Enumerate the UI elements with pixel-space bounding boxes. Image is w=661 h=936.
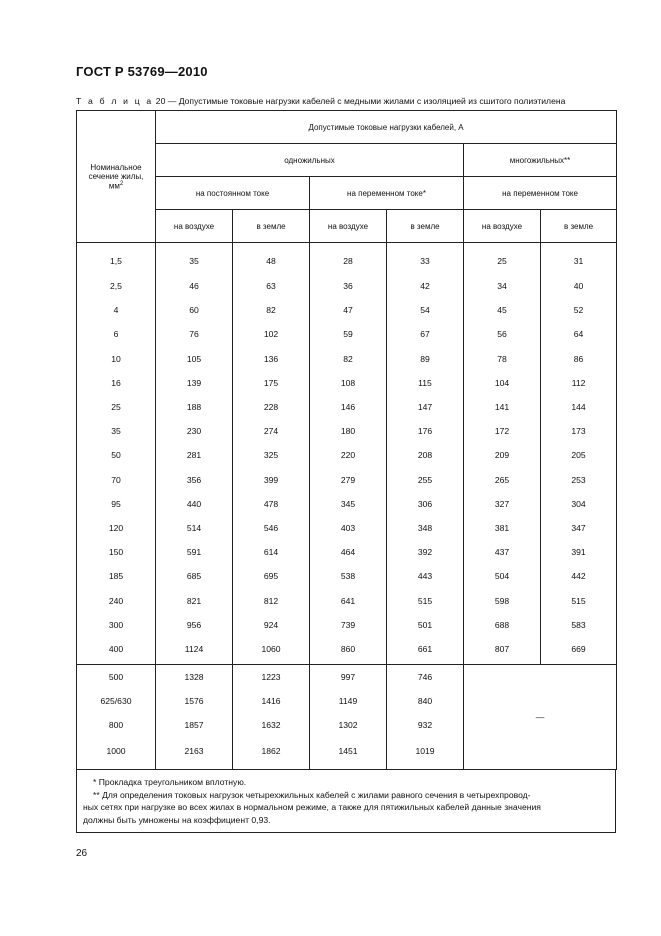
cell-value: 403	[310, 516, 387, 540]
cell-value: 440	[156, 492, 233, 516]
table-row	[77, 298, 617, 322]
cell-value: 464	[310, 540, 387, 564]
cell-section: 35	[77, 419, 156, 443]
cell-value: 147	[387, 395, 464, 419]
table-row	[77, 322, 617, 346]
cell-value: 591	[156, 540, 233, 564]
cell-value: 255	[387, 468, 464, 492]
cell-value: 924	[233, 613, 310, 637]
cell-value: 34	[464, 274, 541, 298]
cell-value: 304	[541, 492, 617, 516]
cell-value: 172	[464, 419, 541, 443]
cell-value: 478	[233, 492, 310, 516]
cell-section: 2,5	[77, 274, 156, 298]
cell-value: 52	[541, 298, 617, 322]
cell-section: 150	[77, 540, 156, 564]
cell-value: 1576	[156, 689, 233, 713]
cell-value: 392	[387, 540, 464, 564]
cell-value: 274	[233, 419, 310, 443]
cell-value: 443	[387, 564, 464, 588]
cell-value: 56	[464, 322, 541, 346]
cell-value: 33	[387, 243, 464, 275]
cell-value: 504	[464, 564, 541, 588]
footnote-2-line2: ных сетях при нагрузке во всех жилах в нормальном режиме, а также для пятижильных кабелей данные значения	[83, 802, 541, 812]
cell-value: 1019	[387, 738, 464, 770]
table-row	[77, 419, 617, 443]
cell-value: 102	[233, 322, 310, 346]
cell-value: 1451	[310, 738, 387, 770]
header-ac-single: на переменном токе*	[310, 177, 464, 210]
cell-section: 1000	[77, 738, 156, 770]
cell-value: 348	[387, 516, 464, 540]
cell-value: 176	[387, 419, 464, 443]
cell-value: 35	[156, 243, 233, 275]
cell-value: 669	[541, 637, 617, 665]
cell-section: 25	[77, 395, 156, 419]
header-ground: в земле	[541, 210, 617, 243]
document-header: ГОСТ Р 53769—2010	[76, 64, 208, 79]
header-ground: в земле	[233, 210, 310, 243]
cell-value: 40	[541, 274, 617, 298]
cell-value: 821	[156, 588, 233, 612]
cell-value: 514	[156, 516, 233, 540]
cell-section: 300	[77, 613, 156, 637]
cell-value: 1328	[156, 665, 233, 690]
cell-value: 67	[387, 322, 464, 346]
cell-value: 1149	[310, 689, 387, 713]
cell-section: 95	[77, 492, 156, 516]
table-row	[77, 637, 617, 665]
table-row	[77, 540, 617, 564]
cell-section: 50	[77, 443, 156, 467]
cell-value: 583	[541, 613, 617, 637]
cell-value: 281	[156, 443, 233, 467]
header-section	[77, 111, 156, 243]
table-row	[77, 492, 617, 516]
cell-section: 120	[77, 516, 156, 540]
cell-section: 6	[77, 322, 156, 346]
cell-value: 381	[464, 516, 541, 540]
table-body	[77, 243, 617, 770]
page-number: 26	[76, 848, 88, 859]
cell-value: 695	[233, 564, 310, 588]
table-row	[77, 395, 617, 419]
cell-value: 31	[541, 243, 617, 275]
cell-value: 746	[387, 665, 464, 690]
cell-value: 501	[387, 613, 464, 637]
cell-value: 437	[464, 540, 541, 564]
table-row	[77, 443, 617, 467]
cell-value: 1632	[233, 713, 310, 737]
table-caption	[76, 96, 616, 106]
cell-value: 1862	[233, 738, 310, 770]
cell-value: 228	[233, 395, 310, 419]
cell-section: 1,5	[77, 243, 156, 275]
header-multi-core: многожильных**	[464, 144, 617, 177]
footnote-1: * Прокладка треугольником вплотную.	[93, 777, 247, 787]
cell-value: 60	[156, 298, 233, 322]
cell-value: 54	[387, 298, 464, 322]
cell-value: 82	[310, 347, 387, 371]
cell-value: 173	[541, 419, 617, 443]
header-dc: на постоянном токе	[156, 177, 310, 210]
cell-value: 208	[387, 443, 464, 467]
header-air: на воздухе	[156, 210, 233, 243]
cell-value: 515	[541, 588, 617, 612]
header-section-line1: Номинальное	[90, 162, 142, 172]
cell-value: 1857	[156, 713, 233, 737]
header-air: на воздухе	[464, 210, 541, 243]
cell-value: 515	[387, 588, 464, 612]
cell-value: 76	[156, 322, 233, 346]
cell-value: 105	[156, 347, 233, 371]
cell-section: 16	[77, 371, 156, 395]
footnotes	[76, 770, 616, 833]
cell-value: 265	[464, 468, 541, 492]
cell-value: 45	[464, 298, 541, 322]
cell-value: 614	[233, 540, 310, 564]
cell-value: 546	[233, 516, 310, 540]
cell-value: 108	[310, 371, 387, 395]
cell-value: 86	[541, 347, 617, 371]
table-row	[77, 468, 617, 492]
cell-value: 538	[310, 564, 387, 588]
cell-value: 188	[156, 395, 233, 419]
cell-value: 1060	[233, 637, 310, 665]
header-top: Допустимые токовые нагрузки кабелей, А	[156, 111, 617, 144]
cell-value: 1124	[156, 637, 233, 665]
cell-value: 356	[156, 468, 233, 492]
header-section-unit: мм	[108, 181, 120, 191]
cell-value: 115	[387, 371, 464, 395]
cell-value: 442	[541, 564, 617, 588]
caption-text: 20 — Допустимые токовые нагрузки кабелей с медными жилами с изоляцией из сшитого полиэтилена	[153, 96, 566, 106]
cell-value: 391	[541, 540, 617, 564]
cell-value: 89	[387, 347, 464, 371]
caption-label: Т а б л и ц а	[76, 96, 154, 106]
cell-value: 64	[541, 322, 617, 346]
footnote-2-line1: ** Для определения токовых нагрузок четырехжильных кабелей с жилами равного сечения в четырехпровод-	[93, 789, 531, 800]
cell-value: 141	[464, 395, 541, 419]
table-row	[77, 243, 617, 275]
cell-value: 139	[156, 371, 233, 395]
cell-section: 400	[77, 637, 156, 665]
cell-value: 345	[310, 492, 387, 516]
cell-value: 112	[541, 371, 617, 395]
cell-value: 63	[233, 274, 310, 298]
table-row	[77, 613, 617, 637]
cell-section: 800	[77, 713, 156, 737]
cell-value: 279	[310, 468, 387, 492]
cell-value: 306	[387, 492, 464, 516]
cell-value: 144	[541, 395, 617, 419]
cell-value: 78	[464, 347, 541, 371]
cell-value: 46	[156, 274, 233, 298]
cell-value: 997	[310, 665, 387, 690]
cell-value: 932	[387, 713, 464, 737]
cell-value: 25	[464, 243, 541, 275]
cell-value: 1223	[233, 665, 310, 690]
header-section-unit-sup: 2	[119, 180, 124, 187]
cell-value: 840	[387, 689, 464, 713]
header-single-core: одножильных	[156, 144, 464, 177]
cell-value: 180	[310, 419, 387, 443]
cell-value: 253	[541, 468, 617, 492]
table-row	[77, 347, 617, 371]
cell-value: 146	[310, 395, 387, 419]
cell-value: 2163	[156, 738, 233, 770]
table-row	[77, 516, 617, 540]
cell-value: 230	[156, 419, 233, 443]
cell-section: 70	[77, 468, 156, 492]
cell-value: 739	[310, 613, 387, 637]
cell-value: 399	[233, 468, 310, 492]
cell-value: 1302	[310, 713, 387, 737]
header-air: на воздухе	[310, 210, 387, 243]
table-row	[77, 665, 617, 690]
header-ac-multi: на переменном токе	[464, 177, 617, 210]
cell-section: 4	[77, 298, 156, 322]
cell-value: 175	[233, 371, 310, 395]
cell-section: 185	[77, 564, 156, 588]
cell-value: 598	[464, 588, 541, 612]
cell-value: 327	[464, 492, 541, 516]
cell-value: 325	[233, 443, 310, 467]
cell-value: 48	[233, 243, 310, 275]
cell-value: 688	[464, 613, 541, 637]
table-row	[77, 371, 617, 395]
cell-value: 641	[310, 588, 387, 612]
cell-section: 500	[77, 665, 156, 690]
cell-value: 860	[310, 637, 387, 665]
cell-value: 205	[541, 443, 617, 467]
cell-value: 104	[464, 371, 541, 395]
footnote-2-line3: должны быть умножены на коэффициент 0,93.	[83, 814, 271, 825]
cell-value: 36	[310, 274, 387, 298]
cell-value: 136	[233, 347, 310, 371]
cell-value: 685	[156, 564, 233, 588]
cell-dash: —	[464, 665, 617, 770]
cell-value: 209	[464, 443, 541, 467]
cell-value: 812	[233, 588, 310, 612]
cell-section: 240	[77, 588, 156, 612]
table-row	[77, 588, 617, 612]
cell-value: 82	[233, 298, 310, 322]
cell-section: 625/630	[77, 689, 156, 713]
cell-value: 807	[464, 637, 541, 665]
table-row	[77, 564, 617, 588]
cell-value: 42	[387, 274, 464, 298]
cell-value: 347	[541, 516, 617, 540]
table-row	[77, 274, 617, 298]
cell-section: 10	[77, 347, 156, 371]
cell-value: 1416	[233, 689, 310, 713]
cell-value: 28	[310, 243, 387, 275]
current-load-table	[76, 110, 617, 770]
header-ground: в земле	[387, 210, 464, 243]
header-section-line2: сечение жилы,	[88, 171, 144, 181]
cell-value: 956	[156, 613, 233, 637]
cell-value: 220	[310, 443, 387, 467]
cell-value: 661	[387, 637, 464, 665]
cell-value: 47	[310, 298, 387, 322]
cell-value: 59	[310, 322, 387, 346]
